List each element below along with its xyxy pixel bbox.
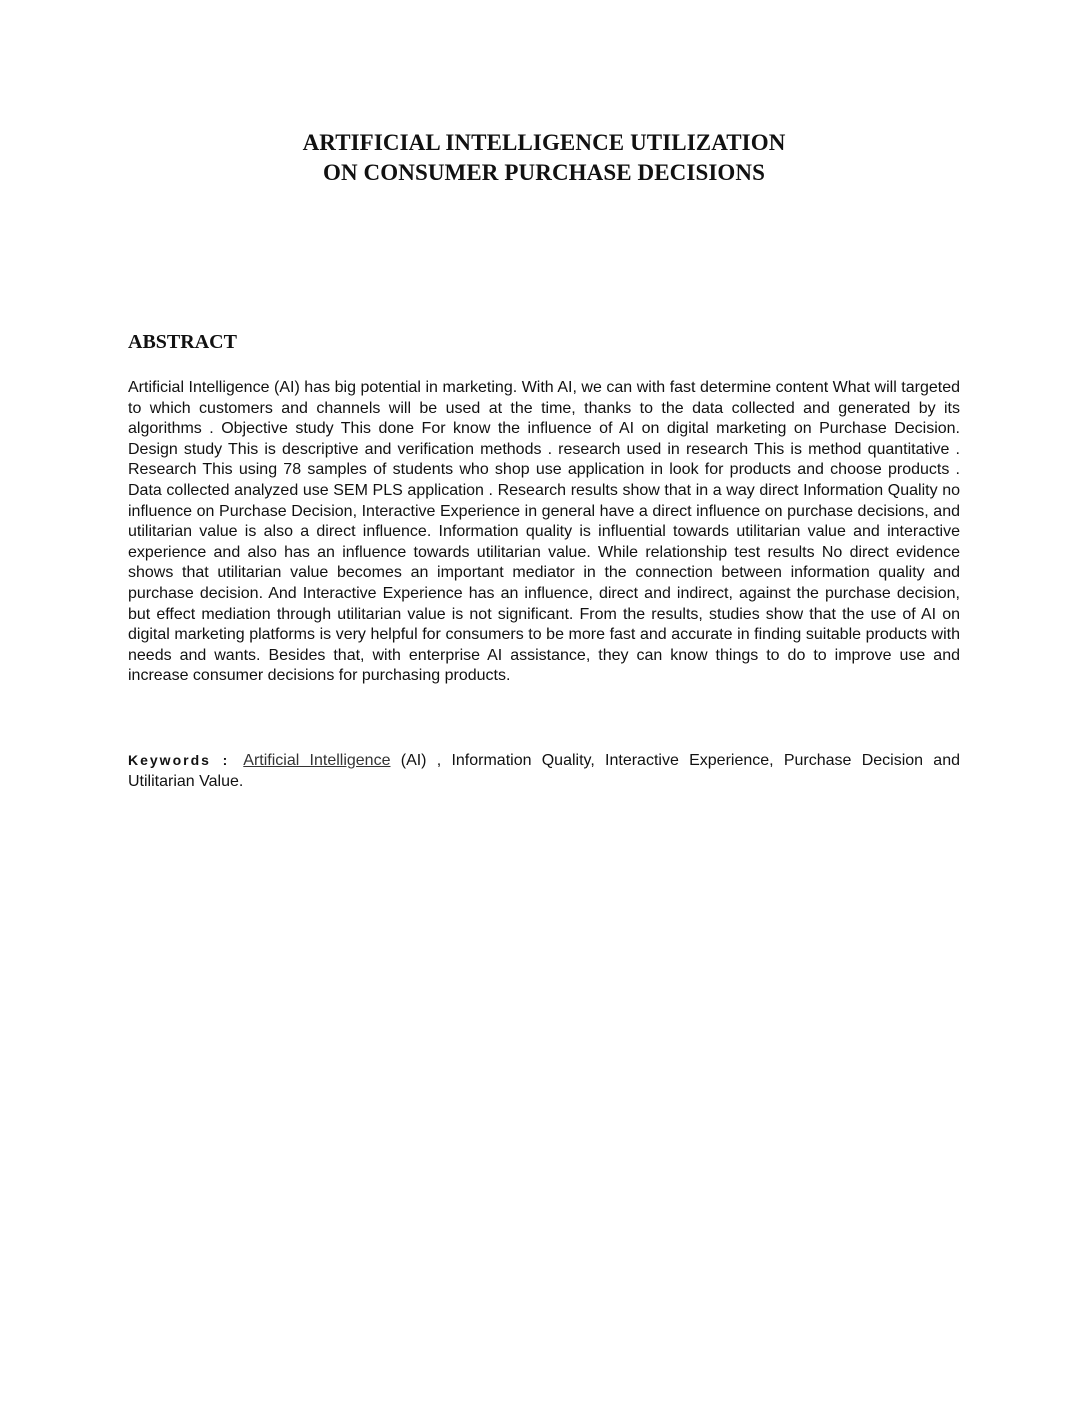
abstract-body: Artificial Intelligence (AI) has big potential in marketing. With AI, we can with fast determine content What will targeted to which customers and channels will be used at the time, thanks to the data collected and generated by its algorithms . Objective study This done For know the influence of AI on digital marketing on Purchase Decision. Design study This is descriptive and verification methods . research used in research This is method quantitative . Research This using 78 samples of students who shop use application in look for products and choose products . Data collected analyzed use SEM PLS application . Research results show that in a way direct Information Quality no influence on Purchase Decision, Interactive Experience in general have a direct influence on purchase decisions, and utilitarian value is also a direct influence. Information quality is influential towards utilitarian value and interactive experience and also has an influence towards utilitarian value. While relationship test results No direct evidence shows that utilitarian value becomes an important mediator in the connection between information quality and purchase decision. And Interactive Experience has an influence, direct and indirect, against the purchase decision, but effect mediation through utilitarian value is not significant. From the results, studies show that the use of AI on digital marketing platforms is very helpful for consumers to be more fast and accurate in finding suitable products with needs and wants. Besides that, with enterprise AI assistance, they can know things to do to improve use and increase consumer decisions for purchasing products. — [128, 379, 960, 685]
paper-title-line-1: ARTIFICIAL INTELLIGENCE UTILIZATION — [302, 130, 786, 155]
paper-title — [0, 128, 1088, 188]
keyword-link-artificial-intelligence[interactable]: Artificial Intelligence — [243, 752, 391, 769]
keywords-label: Keywords : — [128, 752, 230, 768]
keywords-paragraph — [128, 750, 960, 792]
keywords-rest: (AI) , Information Quality, Interactive Experience, Purchase Decision and Utilitarian Value. — [128, 752, 960, 790]
abstract-heading: ABSTRACT — [128, 331, 237, 353]
paper-title-line-2: ON CONSUMER PURCHASE DECISIONS — [323, 160, 765, 185]
